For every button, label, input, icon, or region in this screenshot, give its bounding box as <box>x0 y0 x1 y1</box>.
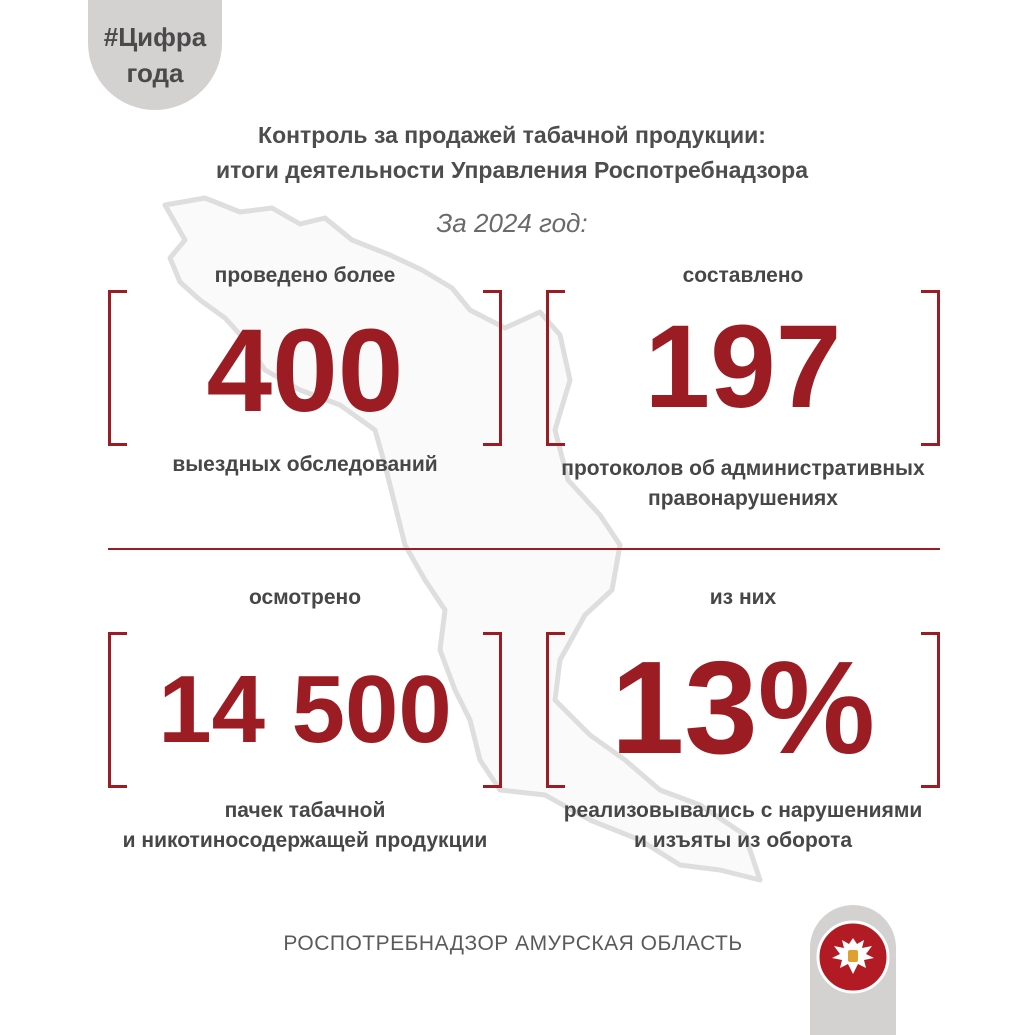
stat-prefix: осмотрено <box>248 586 362 609</box>
stat-packs-inspected <box>100 584 510 864</box>
stat-caption <box>538 796 948 856</box>
stat-violations-share <box>538 584 948 864</box>
period-subtitle: За 2024 год: <box>436 208 588 238</box>
caption-line-2: и изъяты из оборота <box>633 829 853 852</box>
caption-line-1: реализовывались с нарушениями <box>563 799 923 822</box>
stat-caption <box>538 454 948 514</box>
eagle-emblem-icon <box>816 920 890 994</box>
caption-line-1: выездных обследований <box>172 453 438 476</box>
stat-prefix: проведено более <box>214 264 396 287</box>
stat-value: 197 <box>644 301 842 433</box>
stat-inspections <box>100 262 510 482</box>
footer-organization: РОСПОТРЕБНАДЗОР АМУРСКАЯ ОБЛАСТЬ <box>283 932 743 955</box>
stat-caption <box>100 796 510 856</box>
stat-caption <box>100 450 510 480</box>
hashtag-line-1: #Цифра <box>103 22 207 52</box>
caption-line-1: протоколов об административных <box>561 457 925 480</box>
section-divider <box>108 548 940 550</box>
stat-prefix: составлено <box>682 264 804 287</box>
stat-value: 13% <box>610 634 876 781</box>
stat-prefix: из них <box>709 586 777 609</box>
caption-line-2: правонарушениях <box>648 487 838 510</box>
stat-value: 400 <box>206 305 404 437</box>
caption-line-1: пачек табачной <box>224 799 386 822</box>
stat-protocols <box>538 262 948 522</box>
title-line-2: итоги деятельности Управления Роспотребнадзора <box>215 157 809 183</box>
page-title <box>0 118 1024 188</box>
caption-line-2: и никотиносодержащей продукции <box>122 829 488 852</box>
stat-value: 14 500 <box>158 656 452 763</box>
hashtag-line-2: года <box>126 58 184 88</box>
title-line-1: Контроль за продажей табачной продукции: <box>258 122 766 148</box>
